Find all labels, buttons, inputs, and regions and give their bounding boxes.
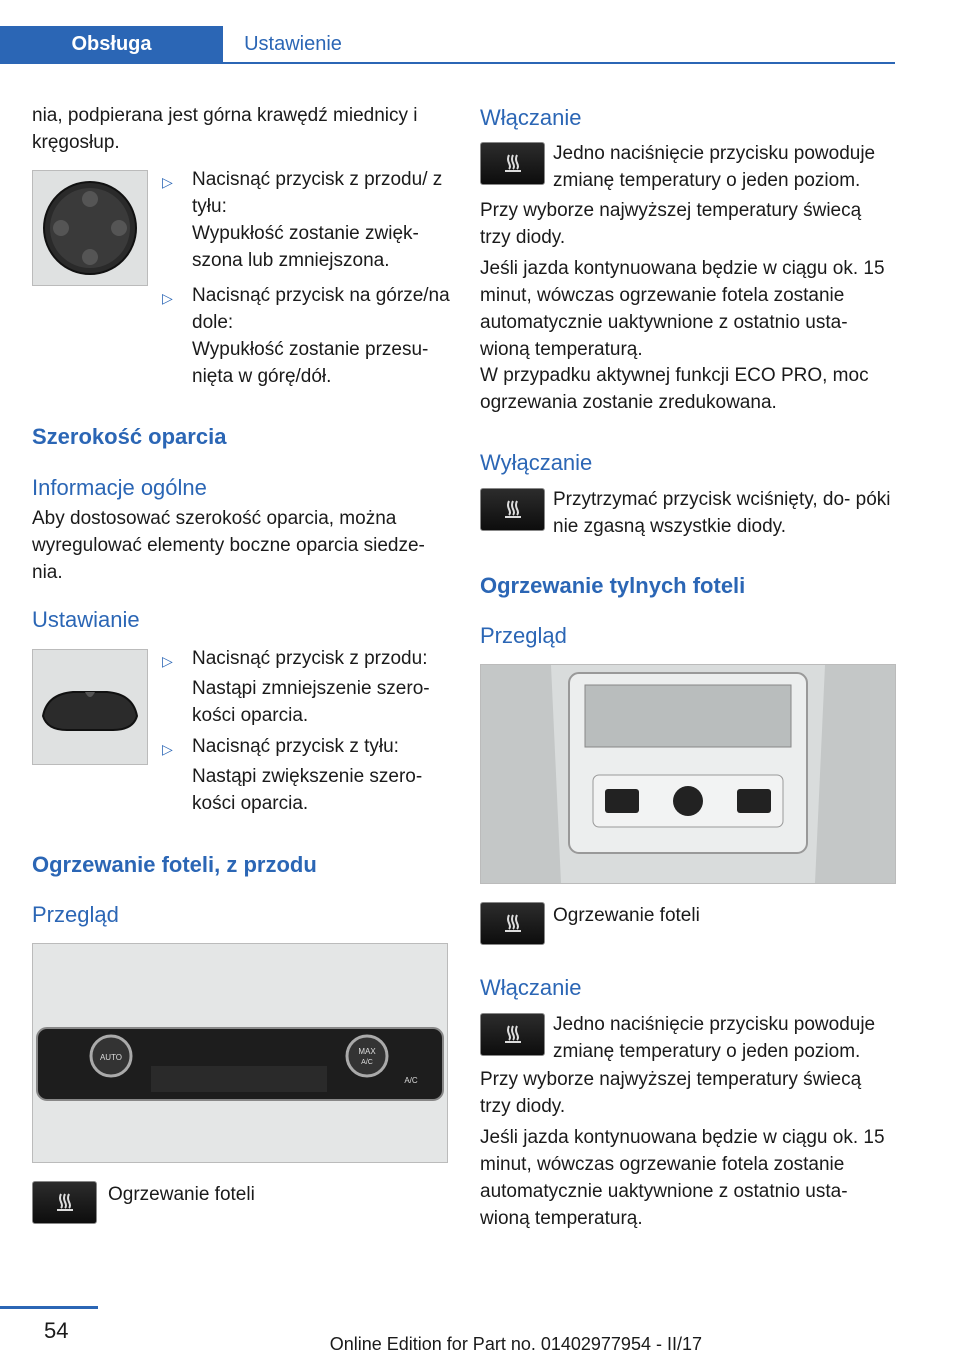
seat-heating-icon <box>501 1022 525 1046</box>
on2-text: Jedno naciśnięcie przycisku powoduje zmianę temperatury o jeden poziom. <box>553 1014 876 1062</box>
bullet-icon: ▷ <box>162 741 173 757</box>
rear-seat-heating-caption: Ogrzewanie foteli <box>553 905 700 926</box>
intro-text: nia, podpierana jest górna krawędź miednicy i kręgosłup. <box>32 105 418 153</box>
seat-heating-button-image <box>480 1013 545 1056</box>
edition-note: Online Edition for Part no. 01402977954 - II/17 <box>329 1334 702 1354</box>
auto-text: Jeśli jazda kontynuowana będzie w ciągu ok. 15 minut, wówczas ogrzewanie fotela zostanie automatycznie uaktywnione z ostatnio usta‐ wioną temperaturą. <box>480 258 885 360</box>
off-text: Przytrzymać przycisk wciśnięty, do‐ póki nie zgasną wszystkie diody. <box>553 489 891 537</box>
rear-console-image <box>480 664 896 884</box>
seat-heating-icon <box>501 151 525 175</box>
width-action-1: Nacisnąć przycisk z przodu: <box>192 648 428 669</box>
on-heading: Włączanie <box>480 105 582 130</box>
seat-heating-button-image <box>480 902 545 945</box>
seat-heating-button-image <box>32 1181 97 1224</box>
seat-heating-icon <box>501 911 525 935</box>
lumbar-action-2: Nacisnąć przycisk na górze/na dole: <box>192 285 450 333</box>
max-text: Przy wyborze najwyższej temperatury świecą trzy diody. <box>480 200 862 248</box>
adjust-heading: Ustawianie <box>32 607 140 632</box>
auto2-text: Jeśli jazda kontynuowana będzie w ciągu ok. 15 minut, wówczas ogrzewanie fotela zostanie automatycznie uaktywnione z ostatnio usta‐ wioną temperaturą. <box>480 1127 885 1229</box>
max2-text: Przy wyborze najwyższej temperatury świecą trzy diody. <box>480 1069 862 1117</box>
bullet-icon: ▷ <box>162 653 173 669</box>
panel-ac-label: A/C <box>404 1076 418 1085</box>
on-text: Jedno naciśnięcie przycisku powoduje zmianę temperatury o jeden poziom. <box>553 143 876 191</box>
footer-rule <box>0 1306 98 1309</box>
climate-panel-image <box>32 943 448 1163</box>
width-result-2: Nastąpi zwiększenie szero‐ kości oparcia. <box>192 766 423 814</box>
seat-heating-button-image <box>480 142 545 185</box>
page-number: 54 <box>44 1318 69 1343</box>
panel-ac-small-label: A/C <box>361 1059 373 1066</box>
width-result-1: Nastąpi zmniejszenie szero‐ kości oparcia. <box>192 678 430 726</box>
width-heading: Szerokość oparcia <box>32 424 227 449</box>
tab-ustawienie[interactable]: Ustawienie <box>244 33 342 55</box>
width-action-2: Nacisnąć przycisk z tyłu: <box>192 736 399 757</box>
seat-heating-icon <box>501 497 525 521</box>
general-heading: Informacje ogólne <box>32 475 207 500</box>
header-tabs <box>0 26 895 64</box>
front-seat-heating-caption: Ogrzewanie foteli <box>108 1184 255 1205</box>
panel-auto-label: AUTO <box>99 1053 123 1062</box>
seat-heating-icon <box>53 1190 77 1214</box>
on2-heading: Włączanie <box>480 975 582 1000</box>
lumbar-result-1: Wypukłość zostanie zwięk‐ szona lub zmniejszona. <box>192 223 419 271</box>
panel-max-label: MAX <box>358 1047 376 1056</box>
eco-text: W przypadku aktywnej funkcji ECO PRO, moc ogrzewania zostanie zredukowana. <box>480 365 869 413</box>
seat-heating-button-image <box>480 488 545 531</box>
bullet-icon: ▷ <box>162 290 173 306</box>
width-control-image <box>32 649 148 765</box>
rear-heading: Ogrzewanie tylnych foteli <box>480 573 746 598</box>
rear-overview-heading: Przegląd <box>480 623 567 648</box>
off-heading: Wyłączanie <box>480 450 593 475</box>
lumbar-result-2: Wypukłość zostanie przesu‐ nięta w górę/dół. <box>192 339 429 387</box>
lumbar-control-image <box>32 170 148 286</box>
bullet-icon: ▷ <box>162 174 173 190</box>
lumbar-action-1: Nacisnąć przycisk z przodu/ z tyłu: <box>192 169 443 217</box>
front-heating-heading: Ogrzewanie foteli, z przodu <box>32 852 317 877</box>
general-text: Aby dostosować szerokość oparcia, można wyregulować elementy boczne oparcia siedze‐ nia. <box>32 508 425 583</box>
tab-obsluga[interactable]: Obsługa <box>0 26 223 62</box>
front-overview-heading: Przegląd <box>32 902 119 927</box>
